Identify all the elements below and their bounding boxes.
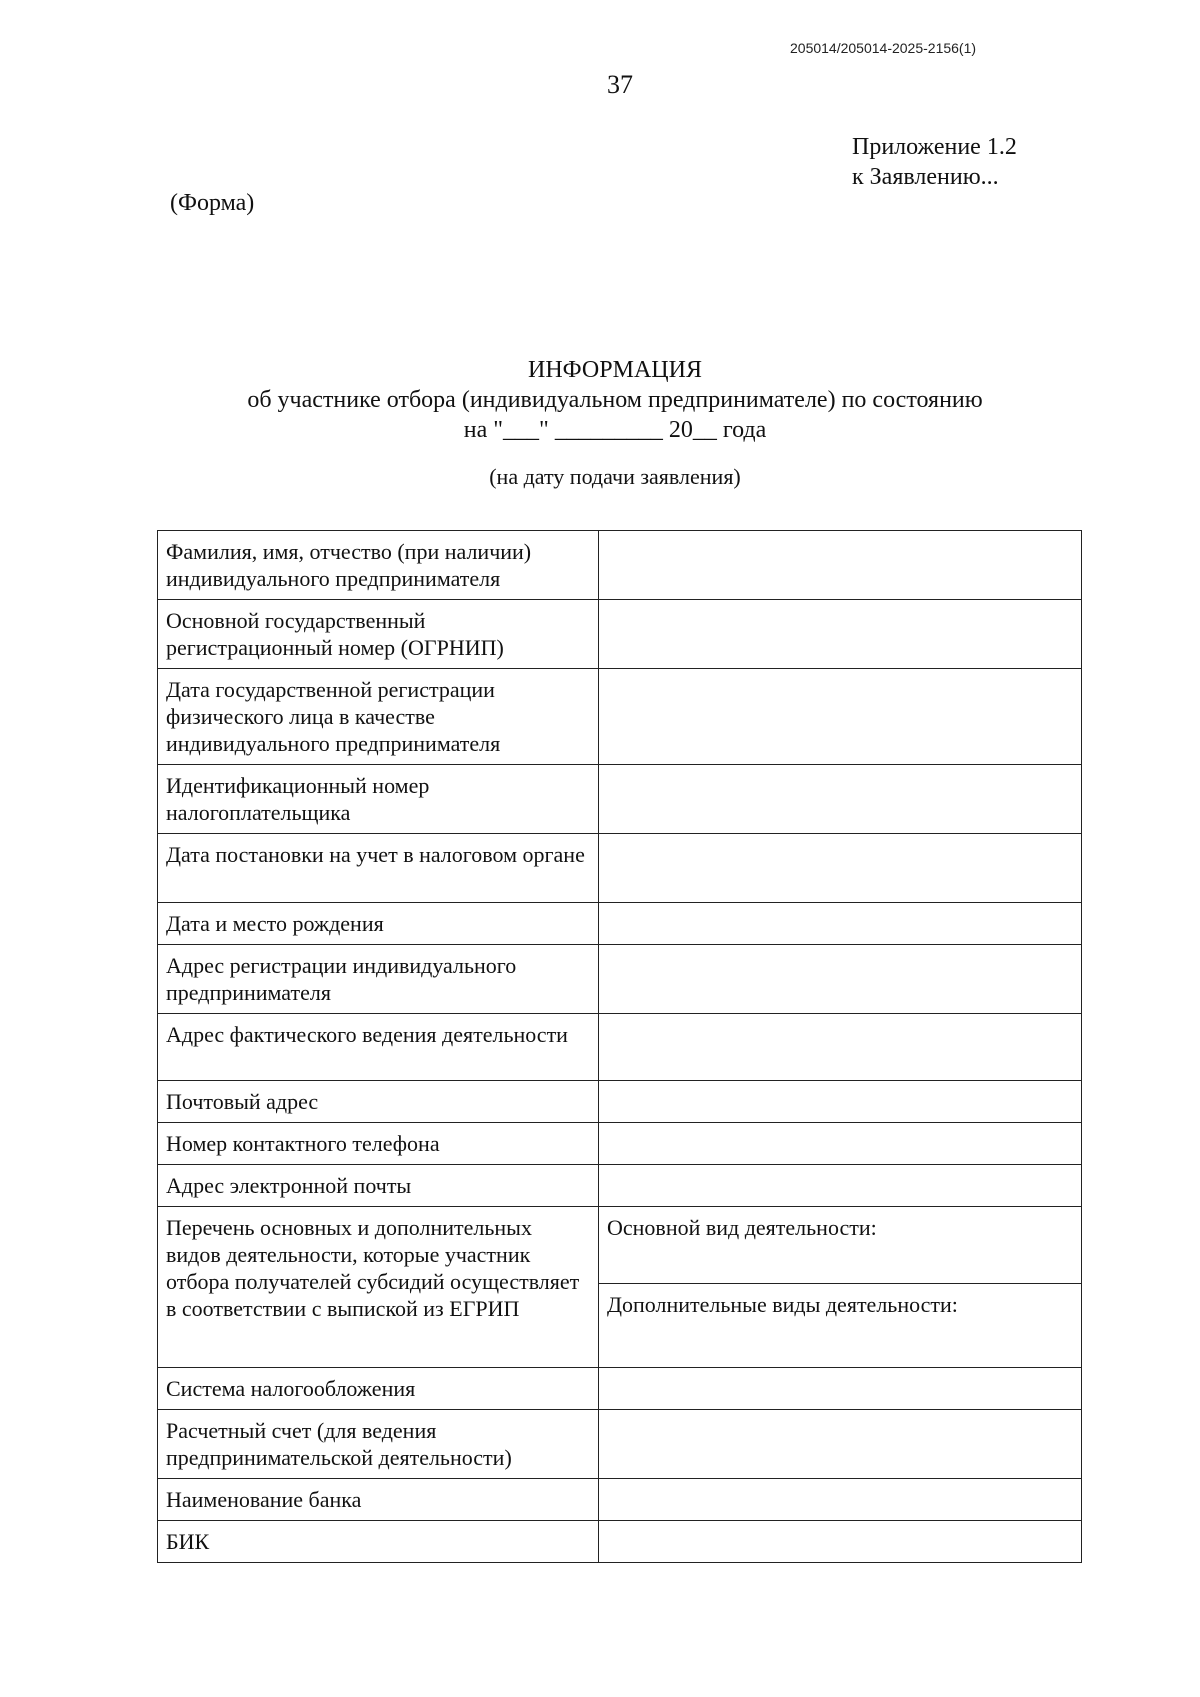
row-value-field[interactable] [599, 765, 1082, 834]
row-label: Номер контактного телефона [158, 1123, 599, 1165]
row-value-field[interactable] [599, 1368, 1082, 1410]
row-label: Расчетный счет (для ведения предпринимательской деятельности) [158, 1410, 599, 1479]
row-label: БИК [158, 1521, 599, 1563]
row-label: Система налогообложения [158, 1368, 599, 1410]
row-value-field[interactable] [599, 1165, 1082, 1207]
table-row [158, 1165, 1082, 1207]
row-value-field[interactable] [599, 903, 1082, 945]
appendix-reference [852, 132, 1017, 192]
row-label: Наименование банка [158, 1479, 599, 1521]
table-row [158, 600, 1082, 669]
row-value-field[interactable] [599, 1521, 1082, 1563]
table-row [158, 1521, 1082, 1563]
table-row [158, 903, 1082, 945]
table-row [158, 1410, 1082, 1479]
table-row [158, 531, 1082, 600]
activities-cell [599, 1207, 1082, 1368]
information-table [157, 530, 1082, 1563]
form-label: (Форма) [170, 190, 255, 216]
row-label: Дата государственной регистрации физического лица в качестве индивидуального предпринимателя [158, 669, 599, 765]
row-label: Дата постановки на учет в налоговом органе [158, 834, 599, 903]
table-row-activities [158, 1207, 1082, 1368]
table-row [158, 945, 1082, 1014]
row-value-field[interactable] [599, 600, 1082, 669]
table-row [158, 1479, 1082, 1521]
row-label: Адрес электронной почты [158, 1165, 599, 1207]
title-line-3: на "___" _________ 20__ года [463, 417, 767, 443]
page-number: 37 [607, 70, 633, 99]
row-label: Адрес фактического ведения деятельности [158, 1014, 599, 1081]
title-line-2: об участнике отбора (индивидуальном предпринимателе) по состоянию [247, 387, 983, 413]
row-label: Дата и место рождения [158, 903, 599, 945]
appendix-line-2: к Заявлению... [852, 164, 999, 190]
row-value-field[interactable] [599, 1014, 1082, 1081]
table-row [158, 765, 1082, 834]
activities-label: Перечень основных и дополнительных видов деятельности, которые участник отбора получателей субсидий осуществляет в соответствии с выпиской из ЕГРИП [158, 1207, 599, 1368]
additional-activities-label: Дополнительные виды деятельности: [607, 1292, 958, 1317]
row-value-field[interactable] [599, 834, 1082, 903]
document-subtitle: (на дату подачи заявления) [489, 464, 741, 489]
row-value-field[interactable] [599, 669, 1082, 765]
document-id: 205014/205014-2025-2156(1) [790, 40, 977, 56]
table-row [158, 1081, 1082, 1123]
row-value-field[interactable] [599, 531, 1082, 600]
table-row [158, 1014, 1082, 1081]
title-line-1: ИНФОРМАЦИЯ [528, 357, 702, 383]
row-value-field[interactable] [599, 1479, 1082, 1521]
document-title [0, 355, 1200, 445]
appendix-line-1: Приложение 1.2 [852, 134, 1017, 160]
row-value-field[interactable] [599, 1410, 1082, 1479]
row-label: Основной государственный регистрационный номер (ОГРНИП) [158, 600, 599, 669]
table-row [158, 1368, 1082, 1410]
table-row [158, 669, 1082, 765]
row-label: Почтовый адрес [158, 1081, 599, 1123]
row-value-field[interactable] [599, 945, 1082, 1014]
main-activity-label: Основной вид деятельности: [607, 1215, 877, 1240]
row-value-field[interactable] [599, 1081, 1082, 1123]
row-label: Адрес регистрации индивидуального предпринимателя [158, 945, 599, 1014]
table-row [158, 834, 1082, 903]
main-activity-field[interactable] [599, 1207, 1081, 1284]
table-row [158, 1123, 1082, 1165]
additional-activities-field[interactable] [599, 1284, 1081, 1360]
row-value-field[interactable] [599, 1123, 1082, 1165]
row-label: Фамилия, имя, отчество (при наличии) индивидуального предпринимателя [158, 531, 599, 600]
row-label: Идентификационный номер налогоплательщика [158, 765, 599, 834]
